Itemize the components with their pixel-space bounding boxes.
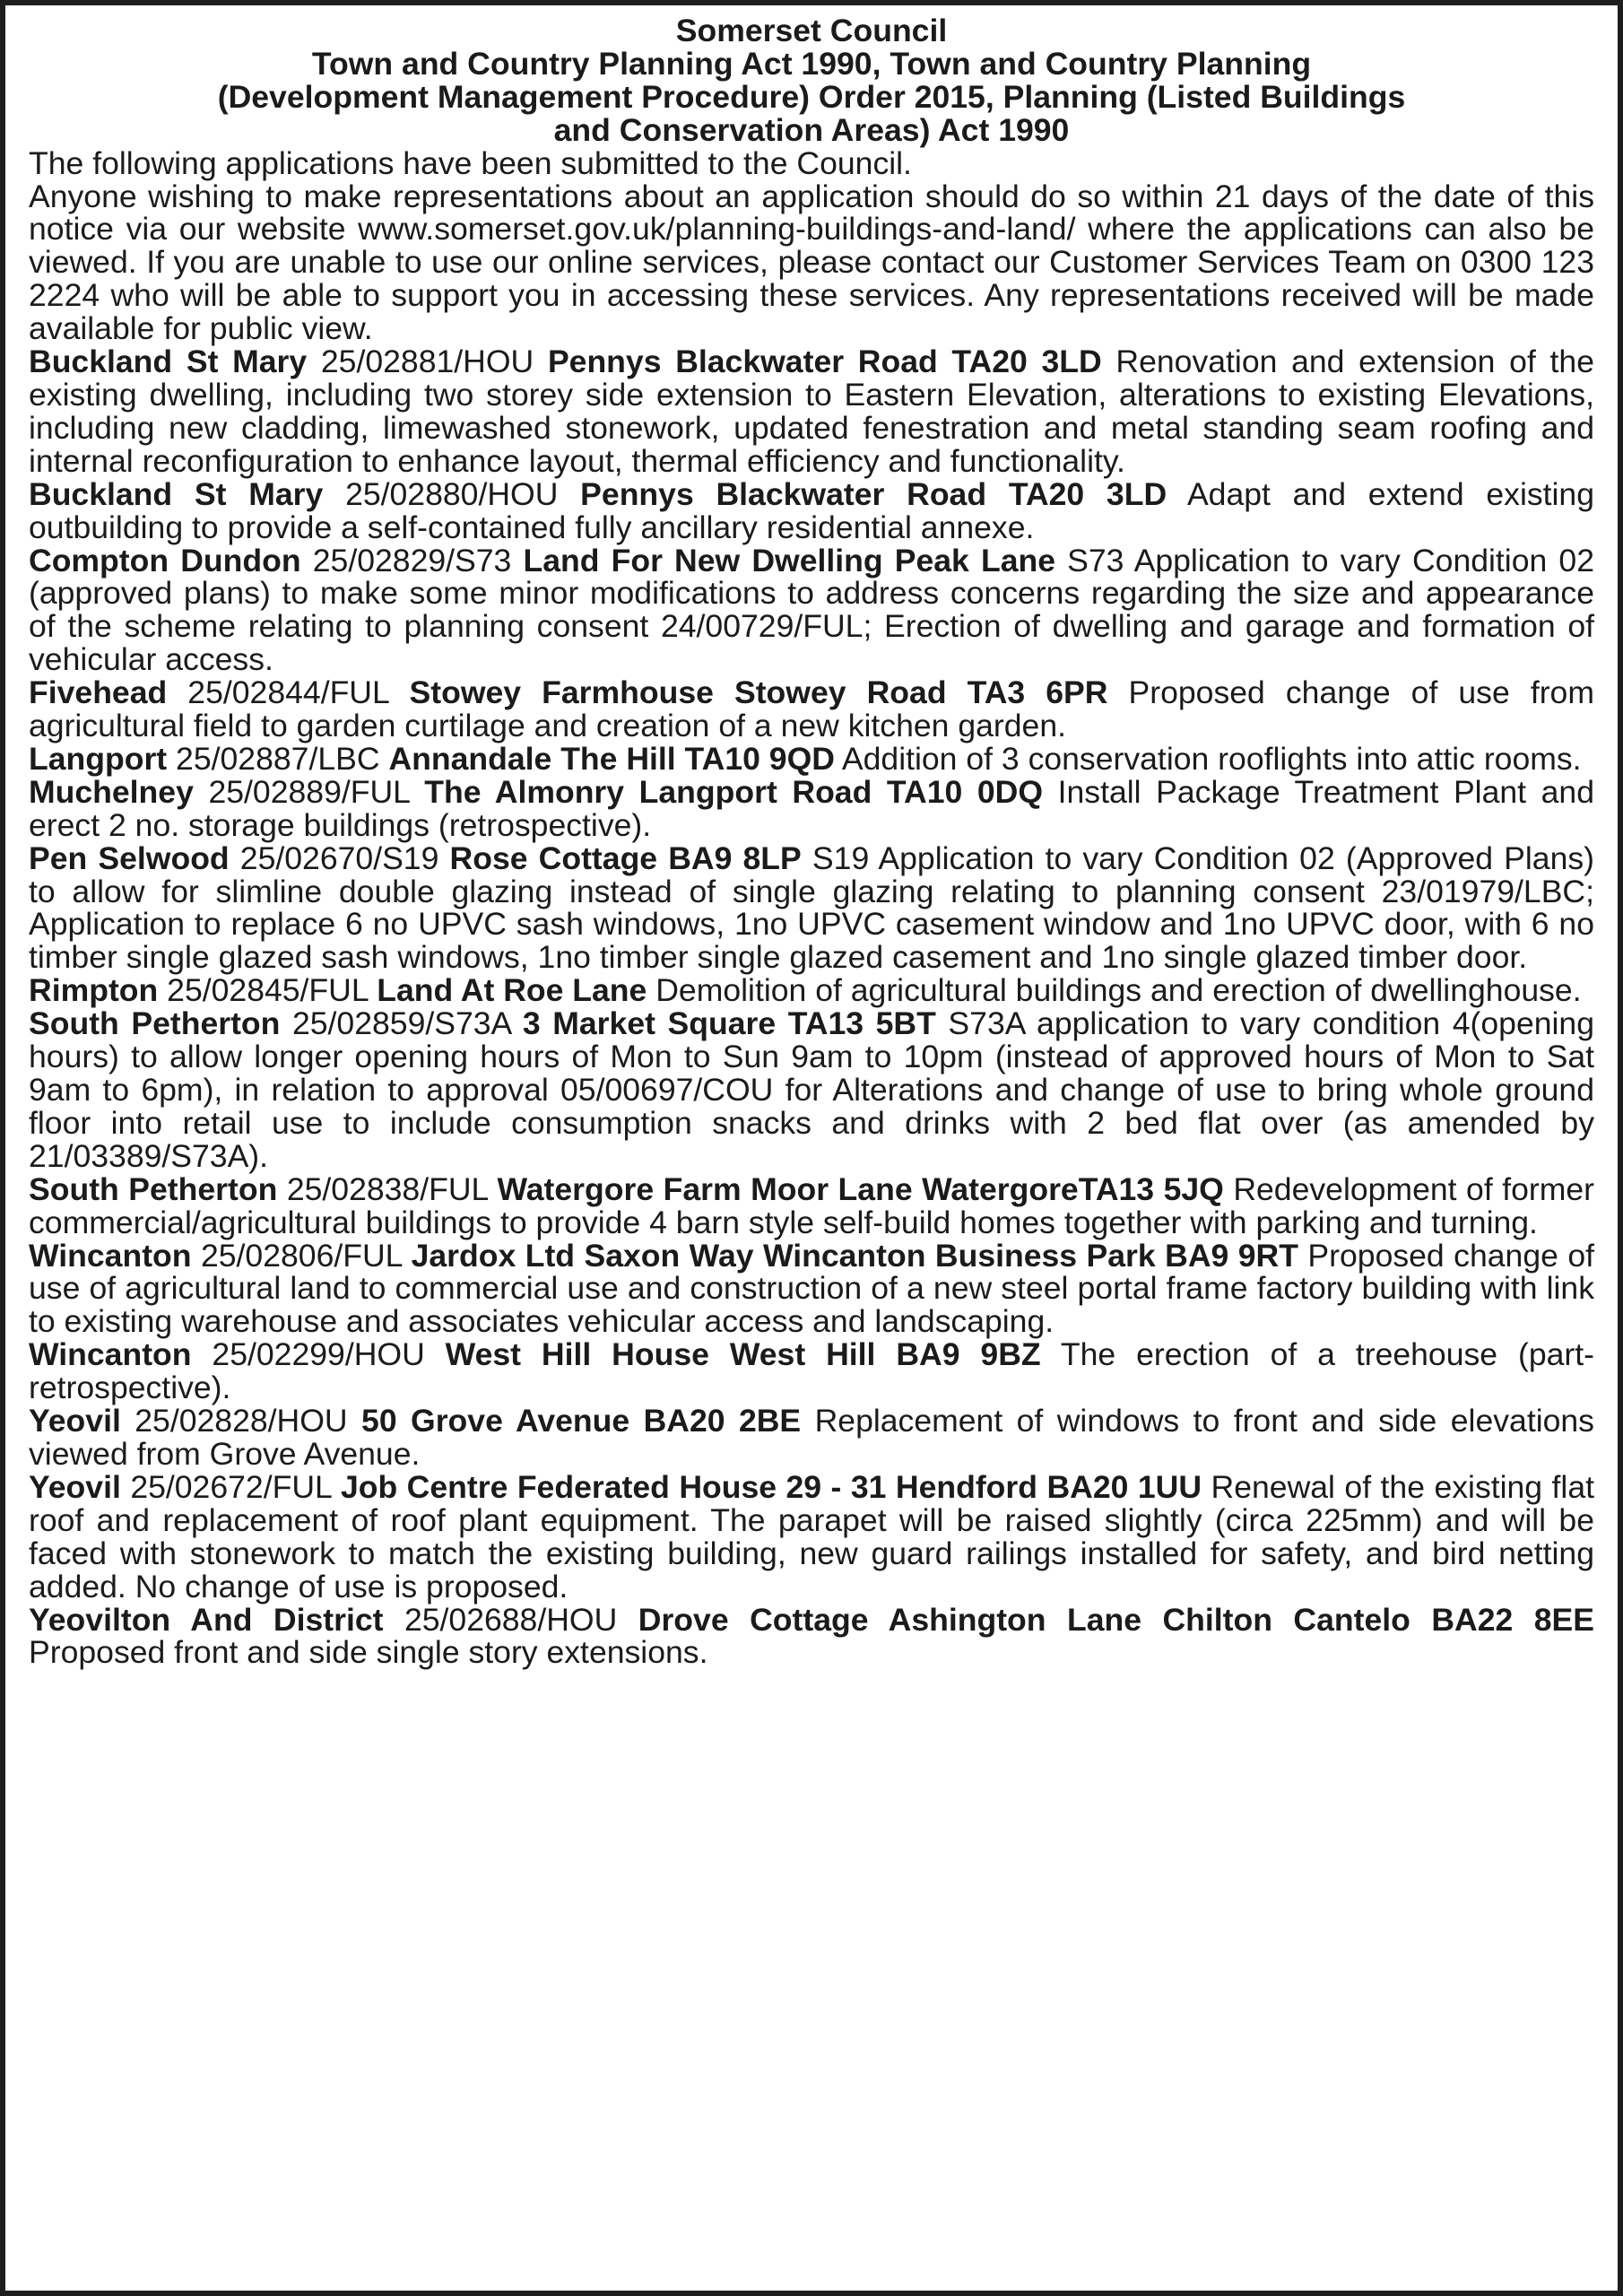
application-parish: Buckland St Mary [29, 344, 308, 380]
application-parish: South Petherton [29, 1005, 281, 1042]
application-description: Replacement of windows to front and side elevations viewed from Grove Avenue. [29, 1403, 1594, 1472]
application-description: Proposed change of use from agricultural field to garden curtilage and creation of a new kitchen garden. [29, 674, 1594, 744]
application-entry [29, 676, 1594, 743]
application-reference: 25/02828/HOU [135, 1403, 348, 1439]
application-parish: South Petherton [29, 1170, 278, 1207]
application-entry [29, 1170, 1594, 1240]
acts-heading-line-3: and Conservation Areas) Act 1990 [553, 111, 1070, 148]
application-parish: Langport [29, 740, 168, 777]
application-site: 3 Market Square TA13 5BT [522, 1005, 936, 1042]
application-parish: Yeovilton And District [29, 1601, 384, 1638]
application-parish: Fivehead [29, 674, 168, 711]
application-reference: 25/02889/FUL [208, 773, 410, 810]
application-description: Renewal of the existing flat roof and replacement of roof plant equipment. The parapet will be raised slightly (circa 225mm) and will be faced with stonework to match the existing building, new guard railings installed for safety, and bird netting added. No change of use is proposed. [29, 1468, 1595, 1605]
application-reference: 25/02299/HOU [212, 1336, 425, 1373]
application-site: Land At Roe Lane [377, 972, 647, 1009]
application-site: Watergore Farm Moor Lane WatergoreTA13 5JQ [497, 1170, 1224, 1207]
acts-heading-line-2: (Development Management Procedure) Order 2015, Planning (Listed Buildings [217, 78, 1406, 115]
application-parish: Wincanton [29, 1336, 192, 1373]
application-parish: Yeovil [29, 1403, 121, 1439]
application-parish: Pen Selwood [29, 839, 230, 876]
application-site: Jardox Ltd Saxon Way Wincanton Business Park BA9 9RT [411, 1237, 1298, 1274]
application-site: Rose Cottage BA9 8LP [449, 839, 802, 876]
application-reference: 25/02670/S19 [239, 839, 439, 876]
application-site: Land For New Dwelling Peak Lane [523, 542, 1056, 578]
application-entry [29, 1338, 1594, 1405]
application-parish: Yeovil [29, 1468, 121, 1505]
application-parish: Rimpton [29, 972, 159, 1009]
application-reference: 25/02829/S73 [312, 542, 512, 578]
application-reference: 25/02887/LBC [176, 740, 380, 777]
application-site: The Almonry Langport Road TA10 0DQ [424, 773, 1044, 810]
application-entry [29, 1239, 1594, 1339]
application-entry [29, 345, 1594, 478]
application-entry [29, 740, 1594, 777]
application-description: S73A application to vary condition 4(opening hours) to allow longer opening hours of Mon to Sun 9am to 10pm (instead of approved hours of Mon to Sat 9am to 6pm), in relation to approval 05/00697/COU for Alterations and change of use to bring whole ground floor into retail use to include consumption snacks and drinks with 2 bed flat over (as amended by 21/03389/S73A). [29, 1005, 1594, 1174]
notice-intro [29, 144, 1594, 347]
application-description: Redevelopment of former commercial/agricultural buildings to provide 4 barn style self-build homes together with parking and turning. [29, 1170, 1594, 1240]
application-site: Pennys Blackwater Road TA20 3LD [580, 475, 1167, 512]
application-description: Demolition of agricultural buildings and erection of dwellinghouse. [655, 972, 1582, 1009]
application-reference: 25/02859/S73A [291, 1005, 511, 1042]
intro-representations: Anyone wishing to make representations about an application should do so within 21 days of the date of this notice via our website www.somerset.gov.uk/planning-buildings-and-land/ where the applications can also be viewed. If you are unable to use our online services, please contact our Customer Services Team on 0300 123 2224 who will be able to support you in accessing these services. Any representations received will be made available for public view. [29, 178, 1594, 347]
applications-list [29, 345, 1594, 1669]
application-site: Stowey Farmhouse Stowey Road TA3 6PR [409, 674, 1108, 711]
application-entry [29, 475, 1595, 545]
application-description: S73 Application to vary Condition 02 (approved plans) to make some minor modifications to address concerns regarding the size and appearance of the scheme relating to planning consent 24/00729/FUL; Erection of dwelling and garage and formation of vehicular access. [29, 542, 1594, 678]
council-name: Somerset Council [675, 13, 948, 48]
intro-submitted: The following applications have been submitted to the Council. [29, 144, 912, 181]
application-reference: 25/02806/FUL [200, 1237, 403, 1274]
application-site: Annandale The Hill TA10 9QD [388, 740, 835, 777]
application-parish: Muchelney [29, 773, 194, 810]
acts-heading-line-1: Town and Country Planning Act 1990, Town and Country Planning [311, 45, 1312, 82]
application-reference: 25/02688/HOU [404, 1601, 618, 1638]
application-description: S19 Application to vary Condition 02 (Approved Plans) to allow for slimline double glazing instead of single glazing relating to planning consent 23/01979/LBC; Application to replace 6 no UPVC sash windows, 1no UPVC casement window and 1no UPVC door, with 6 no timber single glazed sash windows, 1no timber single glazed casement and 1no single glazed timber door. [29, 839, 1594, 976]
application-parish: Buckland St Mary [29, 475, 324, 512]
application-description: Adapt and extend existing outbuilding to provide a self-contained fully ancillary residential annexe. [29, 475, 1595, 545]
application-description: The erection of a treehouse (part-retrospective). [29, 1336, 1594, 1406]
application-description: Renovation and extension of the existing dwelling, including two storey side extension to Eastern Elevation, alterations to existing Elevations, including new cladding, limewashed stonework, updated fenestration and metal standing seam roofing and internal reconfiguration to enhance layout, thermal efficiency and functionality. [29, 344, 1594, 479]
application-reference: 25/02845/FUL [167, 972, 369, 1009]
application-description: Proposed change of use of agricultural land to commercial use and construction of a new steel portal frame factory building with link to existing warehouse and associates vehicular access and landscaping. [29, 1237, 1595, 1340]
application-entry [29, 974, 1594, 1007]
application-description: Install Package Treatment Plant and erect 2 no. storage buildings (retrospective). [29, 773, 1594, 843]
application-reference: 25/02881/HOU [320, 344, 534, 380]
application-reference: 25/02838/FUL [286, 1170, 488, 1207]
application-reference: 25/02880/HOU [345, 475, 559, 512]
application-entry [29, 1405, 1594, 1471]
application-parish: Wincanton [29, 1237, 192, 1274]
application-entry [29, 1601, 1595, 1671]
application-entry [29, 773, 1594, 843]
application-entry [29, 544, 1594, 677]
application-entry [29, 1007, 1594, 1173]
application-parish: Compton Dundon [29, 542, 301, 578]
notice-content [29, 14, 1594, 1669]
application-site: West Hill House West Hill BA9 9BZ [445, 1336, 1041, 1373]
application-site: Pennys Blackwater Road TA20 3LD [547, 344, 1102, 380]
application-entry [29, 1468, 1595, 1605]
notice-heading [29, 14, 1594, 147]
application-site: 50 Grove Avenue BA20 2BE [361, 1403, 802, 1439]
application-site: Drove Cottage Ashington Lane Chilton Cantelo BA22 8EE [638, 1601, 1595, 1638]
application-entry [29, 839, 1594, 976]
application-site: Job Centre Federated House 29 - 31 Hendford BA20 1UU [340, 1468, 1202, 1505]
application-reference: 25/02844/FUL [187, 674, 389, 711]
application-description: Addition of 3 conservation rooflights into attic rooms. [841, 740, 1582, 777]
application-reference: 25/02672/FUL [130, 1468, 332, 1505]
application-description: Proposed front and side single story extensions. [29, 1634, 708, 1671]
